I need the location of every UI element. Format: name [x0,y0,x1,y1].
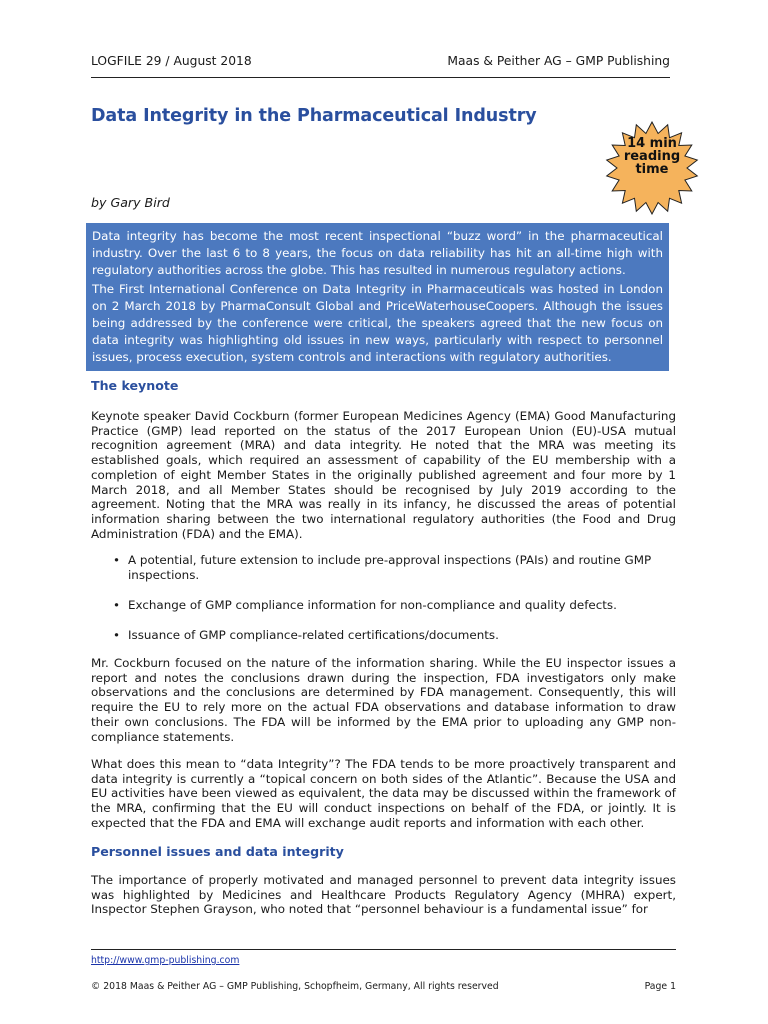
keynote-paragraph-2: Mr. Cockburn focused on the nature of the information sharing. While the EU inspector issues a report and notes the conclusions drawn during the inspection, FDA investigators only make observations and the conclusions are determined by FDA management. Consequently, this will require the EU to rely more on the actual FDA observations and database information to draw their own conclusions. The FDA will be informed by the EMA prior to uploading any GMP non-compliance statements. [91,656,676,744]
header-issue: LOGFILE 29 / August 2018 [91,54,252,68]
badge-line-3: time [635,162,669,177]
page-number: Page 1 [644,981,676,992]
footer-website-link[interactable]: http://www.gmp-publishing.com [91,955,240,966]
abstract-box [86,223,669,371]
page-header [91,54,670,72]
abstract-paragraph-2: The First International Conference on Data Integrity in Pharmaceuticals was hosted in London on 2 March 2018 by PharmaConsult Global and PriceWaterhouseCoopers. Although the issues being addressed by the conference were critical, the speakers agreed that the new focus on data integrity was highlighting old issues in new ways, particularly with respect to personnel issues, process execution, system controls and interactions with regulatory authorities. [92,281,663,365]
section-heading-keynote: The keynote [91,378,179,393]
footer-divider [91,949,676,950]
bullet-text: A potential, future extension to include pre-approval inspections (PAIs) and routine GMP inspections. [128,553,652,582]
bullet-icon: • [113,628,121,642]
badge-line-1: 14 min [627,136,677,151]
badge-text [604,137,700,176]
keynote-paragraph-1: Keynote speaker David Cockburn (former European Medicines Agency (EMA) Good Manufacturing Practice (GMP) lead reported on the status of the 2017 European Union (EU)-USA mutual recognition agreement (MRA) and data integrity. He noted that the MRA was meeting its established goals, which required an assessment of capability of the EU membership with a completion of eight Member States in the originally published agreement and four more by 1 March 2018, and all Member States should be recognised by July 2019 according to the agreement. Noting that the MRA was really in its infancy, he discussed the areas of potential information sharing between the two international regulatory authorities (the Food and Drug Administration (FDA) and the EMA). [91,409,676,541]
footer-copyright: © 2018 Maas & Peither AG – GMP Publishing, Schopfheim, Germany, All rights reserved [91,981,499,992]
bullet-icon: • [113,598,121,612]
reading-time-badge [604,121,700,215]
badge-line-2: reading [623,149,681,164]
abstract-paragraph-1: Data integrity has become the most recent inspectional “buzz word” in the pharmaceutical industry. Over the last 6 to 8 years, the focus on data reliability has hit an all-time high with regulatory authorities across the globe. This has resulted in numerous regulatory actions. [92,229,663,278]
keynote-paragraph-3: What does this mean to “data Integrity”? The FDA tends to be more proactively transparent and data integrity is currently a “topical concern on both sides of the Atlantic”. Because the USA and EU activities have been viewed as equivalent, the data may be discussed within the framework of the MRA, confirming that the EU will conduct inspections on behalf of the FDA, or jointly. It is expected that the FDA and EMA will exchange audit reports and information with each other. [91,757,676,830]
header-publisher: Maas & Peither AG – GMP Publishing [447,54,670,68]
bullet-text: Issuance of GMP compliance-related certifications/documents. [128,628,499,642]
header-divider [91,77,670,78]
byline: by Gary Bird [91,195,170,210]
section-heading-personnel: Personnel issues and data integrity [91,844,344,859]
bullet-icon: • [113,553,121,567]
article-title: Data Integrity in the Pharmaceutical Industry [91,106,537,126]
bullet-text: Exchange of GMP compliance information for non-compliance and quality defects. [128,598,617,612]
personnel-paragraph-1: The importance of properly motivated and managed personnel to prevent data integrity issues was highlighted by Medicines and Healthcare Products Regulatory Agency (MHRA) expert, Inspector Stephen Grayson, who noted that “personnel behaviour is a fundamental issue” for [91,873,676,917]
